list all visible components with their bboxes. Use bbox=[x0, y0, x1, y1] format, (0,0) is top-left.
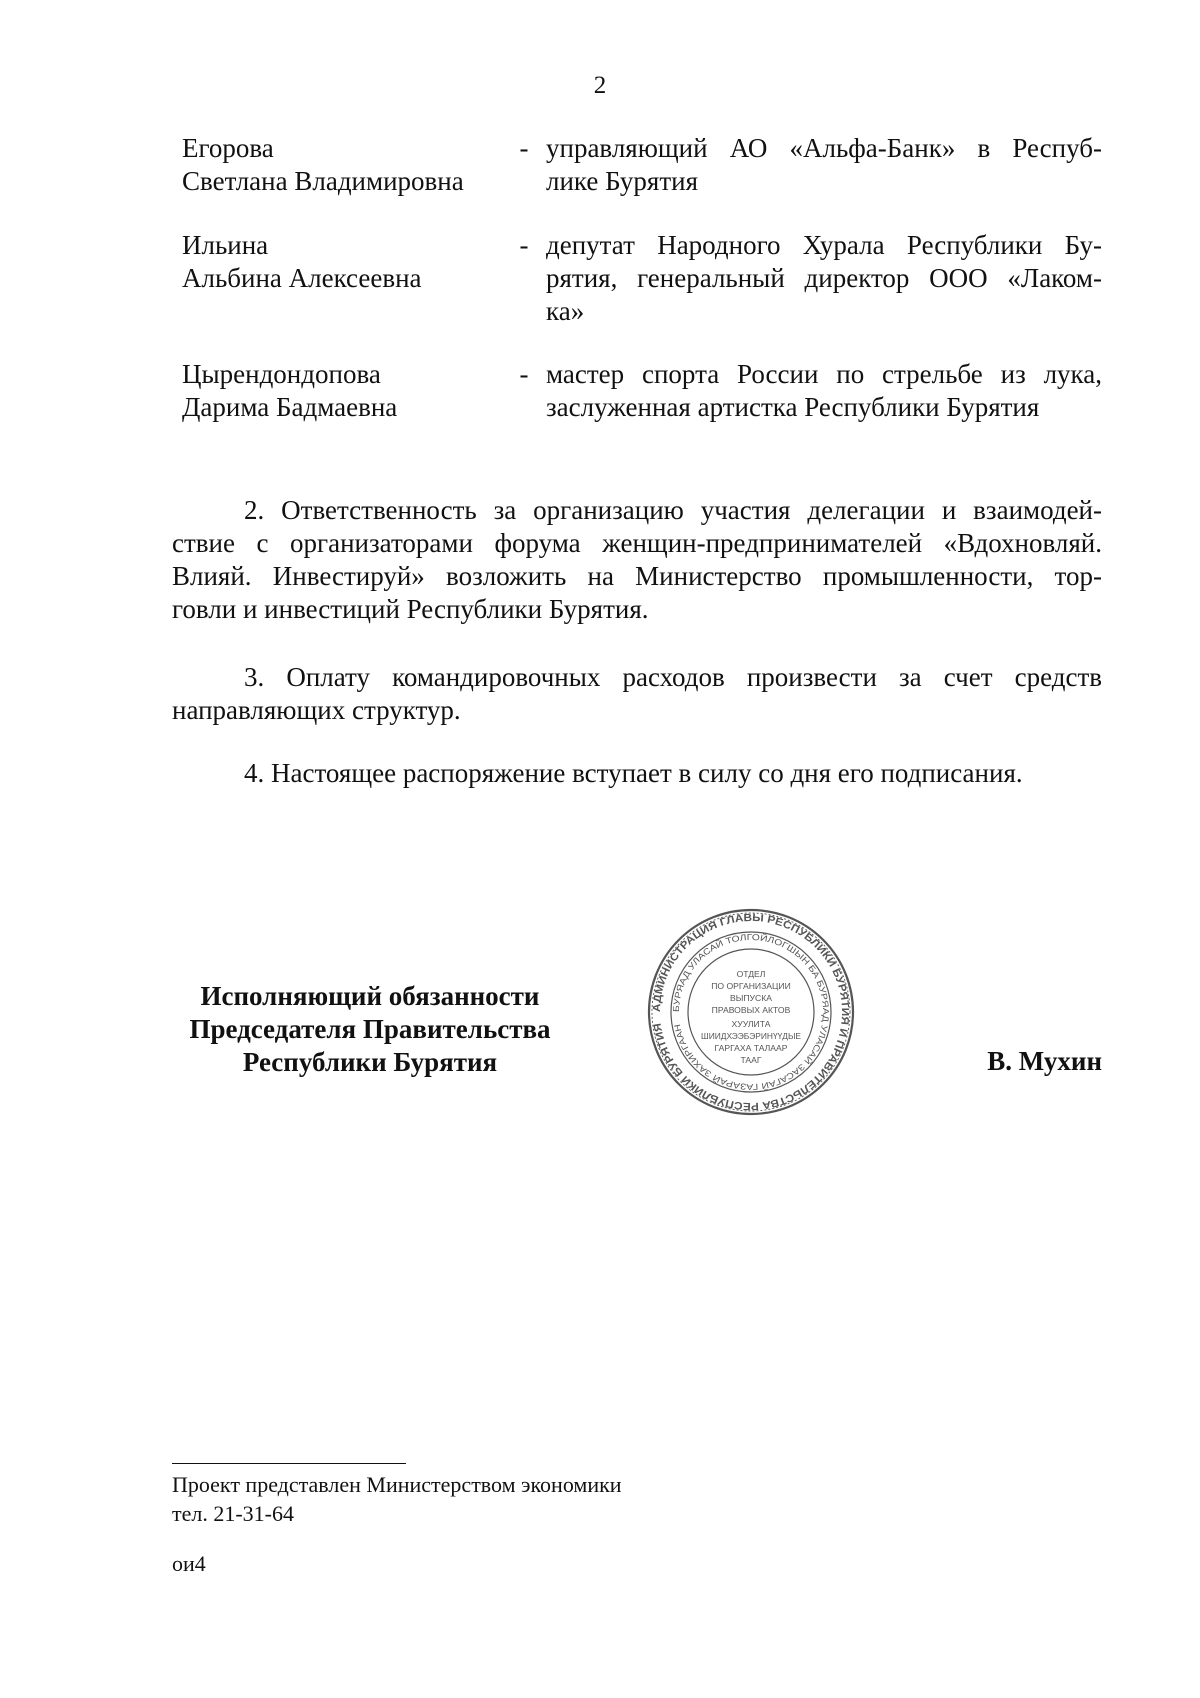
seal-center-line: ОТДЕЛ bbox=[736, 969, 766, 979]
footer-line: тел. 21-31-64 bbox=[172, 1501, 295, 1526]
member-role-line: депутат Народного Хурала Республики Бу- bbox=[546, 230, 1102, 260]
member-name bbox=[182, 358, 502, 424]
document-code: ои4 bbox=[172, 1551, 206, 1576]
member-entry bbox=[182, 132, 1102, 202]
signatory-title bbox=[150, 980, 590, 1079]
member-surname: Цырендондопова bbox=[182, 359, 381, 389]
seal-center-line: ВЫПУСКА bbox=[730, 993, 772, 1003]
paragraph-line: ствие с организаторами форума женщин-предпринимателей «Вдохновляй. bbox=[172, 528, 1102, 558]
member-role-line: ка» bbox=[546, 296, 585, 326]
member-entry bbox=[182, 229, 1102, 329]
paragraph-2 bbox=[172, 494, 1102, 626]
seal-outer-text: АДМИНИСТРАЦИЯ ГЛАВЫ РЕСПУБЛИКИ БУРЯТИЯ И ПРАВИТЕЛЬСТВА РЕСПУБЛИКИ БУРЯТИЯ bbox=[650, 911, 852, 1113]
signatory-name: В. Мухин bbox=[987, 1046, 1102, 1076]
member-dash: - bbox=[519, 230, 529, 260]
paragraph-line: говли и инвестиций Республики Бурятия. bbox=[172, 594, 649, 624]
member-role-line: заслуженная артистка Республики Бурятия bbox=[546, 392, 1040, 422]
footer-divider bbox=[172, 1463, 406, 1464]
member-given-names: Дарима Бадмаевна bbox=[182, 392, 398, 422]
member-entry bbox=[182, 358, 1102, 428]
seal-center-line: ГАРГАХА ТАЛААР bbox=[714, 1043, 788, 1053]
footer-note bbox=[172, 1470, 622, 1528]
paragraph-line: 3. Оплату командировочных расходов произвести за счет средств bbox=[244, 662, 1102, 692]
member-given-names: Светлана Владимировна bbox=[182, 166, 464, 196]
member-name bbox=[182, 132, 502, 198]
member-name bbox=[182, 229, 502, 295]
footer-line: Проект представлен Министерством экономики bbox=[172, 1472, 622, 1497]
member-dash: - bbox=[519, 133, 529, 163]
paragraph-line: Влияй. Инвестируй» возложить на Министерство промышленности, тор- bbox=[172, 561, 1102, 591]
member-role bbox=[546, 132, 1102, 198]
seal-center-line: ХУУЛИТА bbox=[731, 1019, 771, 1029]
signatory-title-line: Республики Бурятия bbox=[242, 1047, 498, 1077]
member-dash: - bbox=[519, 359, 529, 389]
seal-center-line: ТААГ bbox=[740, 1055, 762, 1065]
paragraph-line: направляющих структур. bbox=[172, 695, 461, 725]
seal-center-line: ПРАВОВЫХ АКТОВ bbox=[711, 1005, 791, 1015]
paragraph-line: 4. Настоящее распоряжение вступает в силу со дня его подписания. bbox=[244, 758, 1023, 788]
member-given-names: Альбина Алексеевна bbox=[182, 263, 422, 293]
member-role bbox=[546, 229, 1102, 328]
paragraph-3 bbox=[172, 661, 1102, 727]
member-role-line: управляющий АО «Альфа-Банк» в Респуб- bbox=[546, 133, 1102, 163]
signatory-title-line: Исполняющий обязанности bbox=[200, 981, 540, 1011]
signatory-title-line: Председателя Правительства bbox=[189, 1014, 551, 1044]
seal-center-line: ШИИДХЭЭБЭРИНҮҮДЫЕ bbox=[701, 1031, 802, 1041]
member-role-line: лике Бурятия bbox=[546, 166, 699, 196]
member-surname: Ильина bbox=[182, 230, 269, 260]
member-role-line: рятия, генеральный директор ООО «Лаком- bbox=[546, 263, 1102, 293]
member-surname: Егорова bbox=[182, 133, 274, 163]
paragraph-4 bbox=[172, 757, 1102, 790]
paragraph-line: 2. Ответственность за организацию участия делегации и взаимодей- bbox=[244, 495, 1102, 525]
member-role bbox=[546, 358, 1102, 424]
member-role-line: мастер спорта России по стрельбе из лука, bbox=[546, 359, 1102, 389]
official-seal bbox=[646, 907, 856, 1117]
seal-inner-ring-text: БУРЯАД УЛАСАЙ ТОЛГОЙЛОГШЫН БА БУРЯАД УЛАСАЙ ЗАСАГАЙ ГАЗАРАЙ ЗАХИРГААН bbox=[670, 931, 832, 1093]
seal-center-line: ПО ОРГАНИЗАЦИИ bbox=[711, 981, 791, 991]
page-number: 2 bbox=[593, 72, 607, 99]
